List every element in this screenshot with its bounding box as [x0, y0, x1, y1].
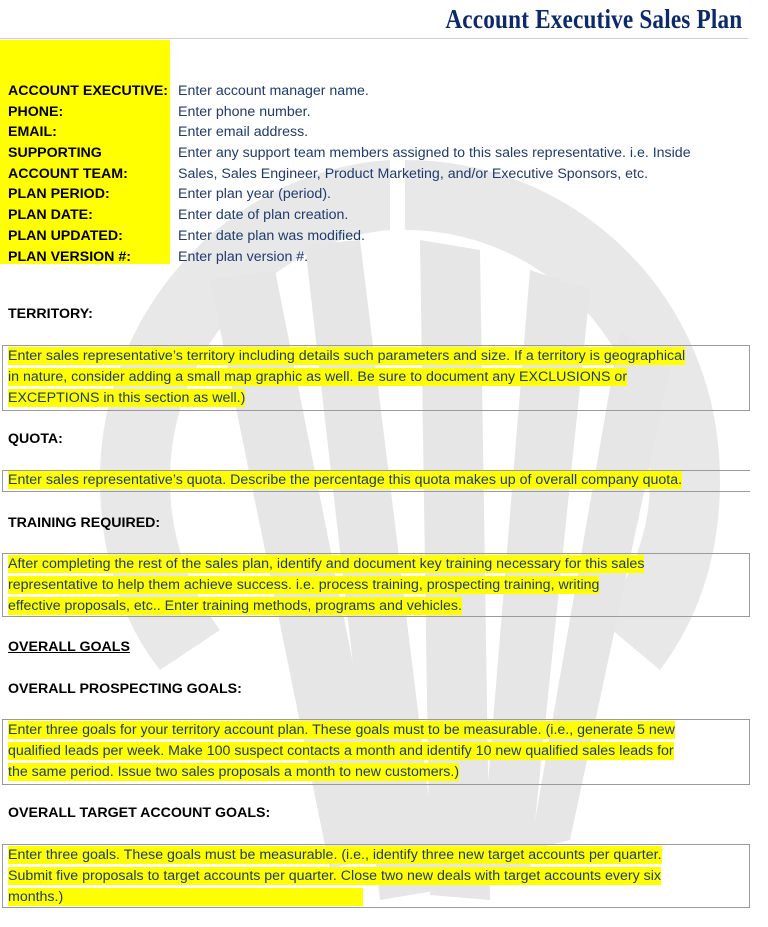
territory-line: in nature, consider adding a small map graphic as well. Be sure to document any EXCLUSIONS or	[8, 369, 628, 386]
training-text[interactable]	[8, 554, 644, 618]
field-label: PLAN PERIOD:	[8, 186, 110, 203]
field-label: PLAN DATE:	[8, 207, 93, 224]
field-label: PHONE:	[8, 103, 64, 120]
training-heading: TRAINING REQUIRED:	[8, 515, 161, 531]
prospecting-heading: OVERALL PROSPECTING GOALS:	[8, 681, 242, 697]
quota-text[interactable]	[8, 470, 682, 491]
field-value[interactable]: Enter date of plan creation.	[178, 207, 349, 224]
field-value[interactable]: Sales, Sales Engineer, Product Marketing, and/or Executive Sponsors, etc.	[178, 165, 649, 182]
overall-goals-heading: OVERALL GOALS	[8, 639, 130, 655]
field-label: PLAN UPDATED:	[8, 227, 123, 244]
field-value[interactable]: Enter any support team members assigned to this sales representative. i.e. Inside	[178, 145, 691, 162]
training-line: effective proposals, etc.. Enter training methods, programs and vehicles.	[8, 598, 462, 615]
prospecting-text[interactable]	[8, 720, 675, 784]
target-accounts-heading: OVERALL TARGET ACCOUNT GOALS:	[8, 805, 271, 821]
field-value[interactable]: Enter date plan was modified.	[178, 227, 365, 244]
field-label: EMAIL:	[8, 124, 57, 141]
prospecting-line: the same period. Issue two sales proposals a month to new customers.)	[8, 764, 460, 781]
field-label: ACCOUNT EXECUTIVE:	[8, 83, 169, 99]
territory-heading: TERRITORY:	[8, 306, 93, 322]
field-label: PLAN VERSION #:	[8, 248, 131, 265]
field-value[interactable]: Enter phone number.	[178, 103, 311, 120]
target-accounts-line: months.)	[8, 888, 363, 906]
territory-line: Enter sales representative’s territory including details such parameters and size. If a territory is geographical	[8, 348, 686, 364]
field-value[interactable]: Enter plan year (period).	[178, 186, 331, 203]
territory-text[interactable]	[8, 346, 685, 410]
training-line: representative to help them achieve success. i.e. process training, prospecting training, writing	[8, 577, 600, 594]
territory-line: EXCEPTIONS in this section as well.)	[8, 390, 246, 407]
watermark-logo-graphic	[60, 150, 750, 910]
prospecting-line: qualified leads per week. Make 100 suspect contacts a month and identify 10 new qualified sales leads for	[8, 743, 674, 760]
prospecting-line: Enter three goals for your territory account plan. These goals must to be measurable. (i.e., generate 5 new	[8, 722, 675, 738]
target-accounts-text[interactable]	[8, 845, 662, 909]
field-value[interactable]: Enter plan version #.	[178, 248, 309, 265]
field-value[interactable]: Enter account manager name.	[178, 83, 369, 99]
title-divider	[0, 38, 748, 39]
target-accounts-line: Enter three goals. These goals must be measurable. (i.e., identify three new target accounts per quarter.	[8, 847, 662, 863]
field-label: ACCOUNT TEAM:	[8, 165, 128, 182]
field-label: SUPPORTING	[8, 145, 102, 162]
field-value[interactable]: Enter email address.	[178, 124, 309, 141]
quota-line: Enter sales representative’s quota. Describe the percentage this quota makes up of overall company quota.	[8, 472, 683, 488]
quota-heading: QUOTA:	[8, 431, 63, 447]
page-title: Account Executive Sales Plan	[445, 4, 742, 34]
target-accounts-line: Submit five proposals to target accounts per quarter. Close two new deals with target accounts every six	[8, 868, 661, 885]
training-line: After completing the rest of the sales plan, identify and document key training necessary for this sales	[8, 556, 645, 572]
